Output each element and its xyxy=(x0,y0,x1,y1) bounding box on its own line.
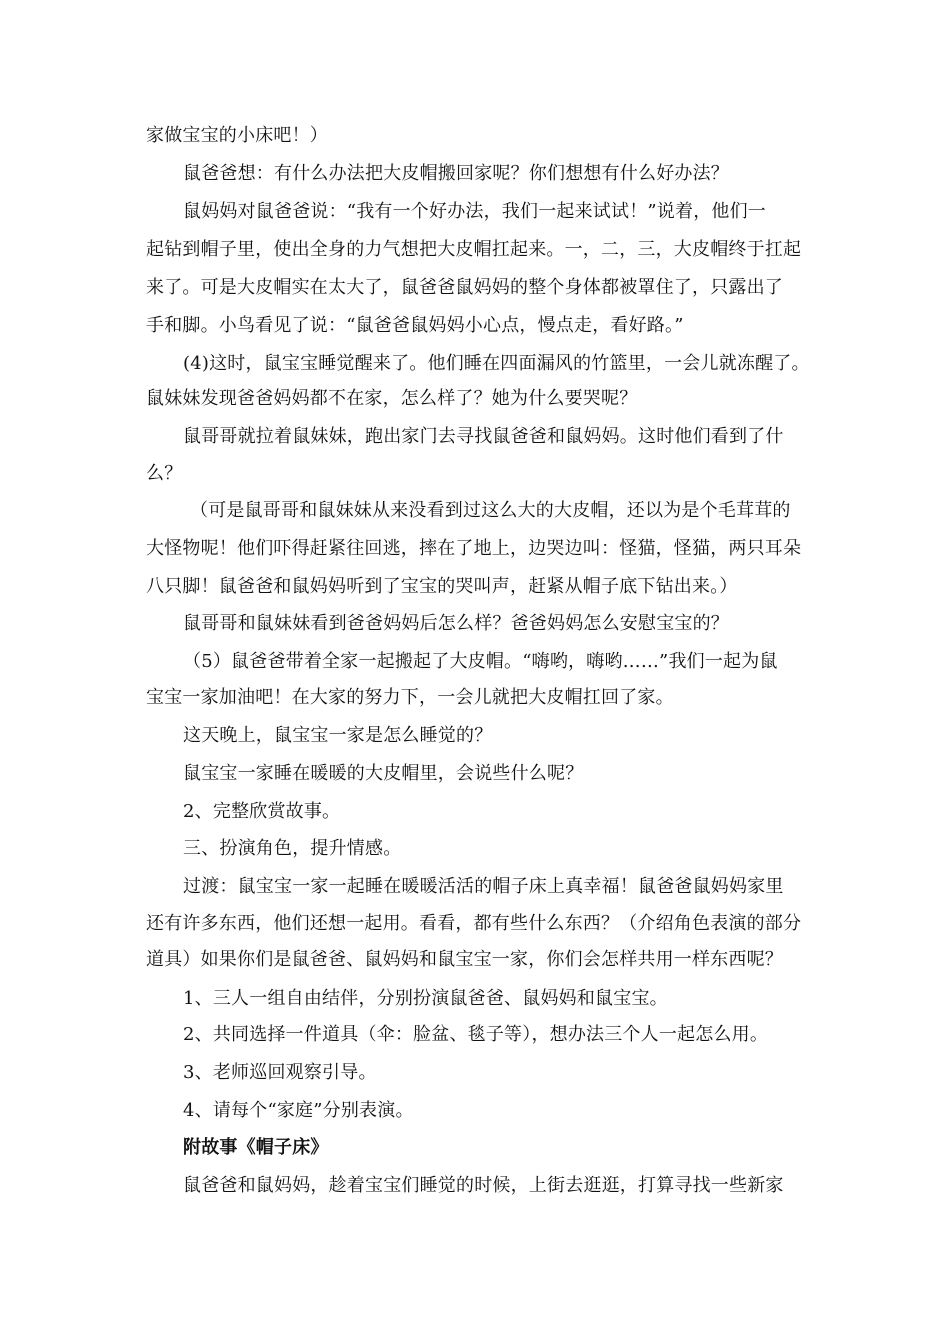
paragraph-line: 鼠哥哥和鼠妹妹看到爸爸妈妈后怎么样？爸爸妈妈怎么安慰宝宝的？ xyxy=(183,613,729,634)
paragraph-line: 么？ xyxy=(146,463,183,484)
paragraph-line: 这天晚上，鼠宝宝一家是怎么睡觉的？ xyxy=(183,725,493,746)
list-item: 4、请每个“家庭”分别表演。 xyxy=(183,1100,414,1121)
paragraph-line: 家做宝宝的小床吧！） xyxy=(146,125,328,146)
paragraph-line: 手和脚。小鸟看见了说：“鼠爸爸鼠妈妈小心点，慢点走，看好路。” xyxy=(146,315,684,336)
paragraph-line: 鼠哥哥就拉着鼠妹妹，跑出家门去寻找鼠爸爸和鼠妈妈。这时他们看到了什 xyxy=(183,426,784,447)
paragraph-line: 鼠妈妈对鼠爸爸说：“我有一个好办法，我们一起来试试！”说着，他们一 xyxy=(183,201,767,222)
paragraph-line: 鼠宝宝一家睡在暖暖的大皮帽里，会说些什么呢？ xyxy=(183,763,584,784)
paragraph-line: 鼠爸爸和鼠妈妈，趁着宝宝们睡觉的时候，上街去逛逛，打算寻找一些新家 xyxy=(183,1175,784,1196)
list-item: 1、三人一组自由结伴，分别扮演鼠爸爸、鼠妈妈和鼠宝宝。 xyxy=(183,988,668,1009)
paragraph-line: 大怪物呢！他们吓得赶紧往回逃，摔在了地上，边哭边叫：怪猫，怪猫，两只耳朵 xyxy=(146,538,802,559)
paragraph-line: 鼠爸爸想：有什么办法把大皮帽搬回家呢？你们想想有什么好办法？ xyxy=(183,163,729,184)
paragraph-line: （可是鼠哥哥和鼠妹妹从来没看到过这么大的大皮帽，还以为是个毛茸茸的 xyxy=(190,500,791,521)
paragraph-line: 2、完整欣赏故事。 xyxy=(183,801,341,822)
paragraph-line: 起钻到帽子里，使出全身的力气想把大皮帽扛起来。一，二，三，大皮帽终于扛起 xyxy=(146,239,802,260)
story-title: 附故事《帽子床》 xyxy=(183,1137,329,1158)
paragraph-line: 道具）如果你们是鼠爸爸、鼠妈妈和鼠宝宝一家，你们会怎样共用一样东西呢？ xyxy=(146,949,783,970)
section-heading: 三、扮演角色，提升情感。 xyxy=(183,838,402,859)
list-item: 2、共同选择一件道具（伞：脸盆、毯子等），想办法三个人一起怎么用。 xyxy=(183,1024,769,1045)
paragraph-line: （5）鼠爸爸带着全家一起搬起了大皮帽。“嗨哟，嗨哟……”我们一起为鼠 xyxy=(183,651,778,672)
paragraph-line: 还有许多东西，他们还想一起用。看看，都有些什么东西？（介绍角色表演的部分 xyxy=(146,913,802,934)
paragraph-line: 过渡：鼠宝宝一家一起睡在暖暖活活的帽子床上真幸福！鼠爸爸鼠妈妈家里 xyxy=(183,876,784,897)
paragraph-line: (4)这时，鼠宝宝睡觉醒来了。他们睡在四面漏风的竹篮里，一会儿就冻醒了。 xyxy=(183,353,810,374)
paragraph-line: 宝宝一家加油吧！在大家的努力下，一会儿就把大皮帽扛回了家。 xyxy=(146,687,674,708)
paragraph-line: 八只脚！鼠爸爸和鼠妈妈听到了宝宝的哭叫声，赶紧从帽子底下钻出来。） xyxy=(146,576,738,597)
paragraph-line: 来了。可是大皮帽实在太大了，鼠爸爸鼠妈妈的整个身体都被罩住了，只露出了 xyxy=(146,277,783,298)
list-item: 3、老师巡回观察引导。 xyxy=(183,1062,377,1083)
paragraph-line: 鼠妹妹发现爸爸妈妈都不在家，怎么样了？她为什么要哭呢？ xyxy=(146,388,638,409)
